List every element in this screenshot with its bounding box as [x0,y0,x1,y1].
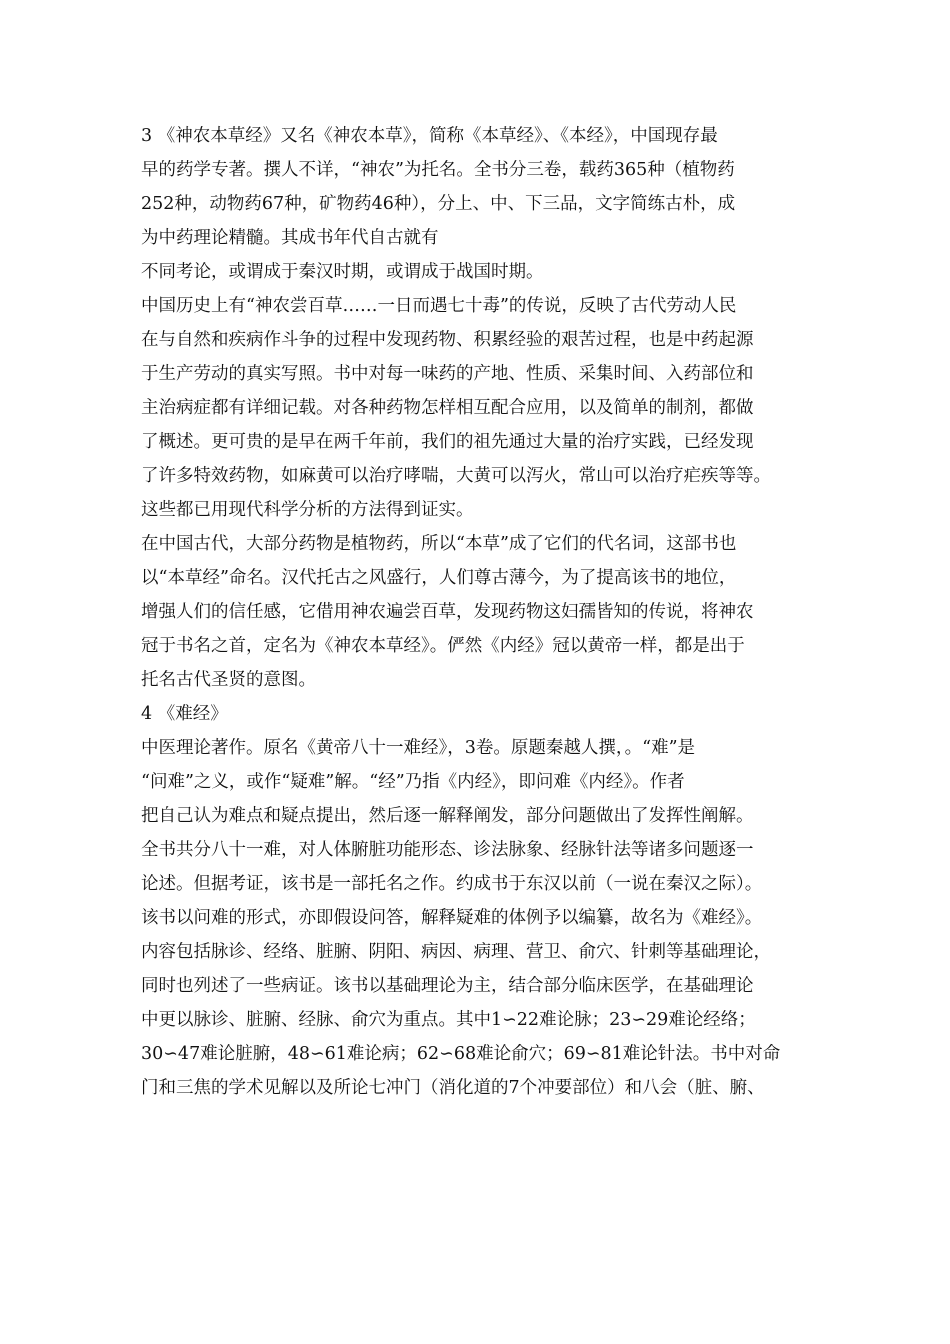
text-line: 252种，动物药67种，矿物药46种），分上、中、下三品，文字简练古朴，成 [141,194,736,214]
text-line: 中更以脉诊、脏腑、经脉、俞穴为重点。其中1∽22难论脉；23∽29难论经络； [141,1010,756,1030]
text-line: 该书以问难的形式，亦即假设问答，解释疑难的体例予以编纂，故名为《难经》。 [141,908,763,928]
text-line: 以“本草经”命名。汉代托古之风盛行，人们尊古薄今，为了提高该书的地位， [141,568,737,588]
text-line: 论述。但据考证，该书是一部托名之作。约成书于东汉以前（一说在秦汉之际）。 [141,874,763,894]
text-line: 于生产劳动的真实写照。书中对每一味药的产地、性质、采集时间、入药部位和 [141,364,754,384]
text-line: 了许多特效药物，如麻黄可以治疗哮喘，大黄可以泻火，常山可以治疗疟疾等等。 [141,466,771,486]
text-line: 门和三焦的学术见解以及所论七冲门（消化道的7个冲要部位）和八会（脏、腑、 [141,1078,765,1098]
text-line: 在与自然和疾病作斗争的过程中发现药物、积累经验的艰苦过程，也是中药起源 [141,330,754,350]
text-line: 增强人们的信任感，它借用神农遍尝百草，发现药物这妇孺皆知的传说，将神农 [141,602,754,622]
text-line: 全书共分八十一难，对人体腑脏功能形态、诊法脉象、经脉针法等诸多问题逐一 [141,840,754,860]
text-line: 这些都已用现代科学分析的方法得到证实。 [141,500,474,520]
text-line: 中国历史上有“神农尝百草……一日而遇七十毒”的传说，反映了古代劳动人民 [141,296,737,316]
text-line: 在中国古代，大部分药物是植物药，所以“本草”成了它们的代名词，这部书也 [141,534,737,554]
text-line: 不同考论，或谓成于秦汉时期，或谓成于战国时期。 [141,262,544,282]
text-line: 为中药理论精髓。其成书年代自古就有 [141,228,439,248]
text-line: 同时也列述了一些病证。该书以基础理论为主，结合部分临床医学，在基础理论 [141,976,754,996]
text-line: “问难”之义，或作“疑难”解。“经”乃指《内经》，即问难《内经》。作者 [141,772,685,792]
text-line: 冠于书名之首，定名为《神农本草经》。俨然《内经》冠以黄帝一样，都是出于 [141,636,745,656]
text-line: 早的药学专著。撰人不详，“神农”为托名。全书分三卷，载药365种（植物药 [141,160,735,180]
text-line: 30∽47难论脏腑，48∽61难论病；62∽68难论俞穴；69∽81难论针法。书中对命 [141,1044,781,1064]
text-line: 托名古代圣贤的意图。 [141,670,316,690]
text-line: 3 《神农本草经》又名《神农本草》，简称《本草经》、《本经》，中国现存最 [141,126,718,146]
document-body [141,119,831,1105]
text-line: 内容包括脉诊、经络、脏腑、阴阳、病因、病理、营卫、俞穴、针刺等基础理论， [141,942,771,962]
text-line: 主治病症都有详细记载。对各种药物怎样相互配合应用，以及简单的制剂，都做 [141,398,754,418]
text-line: 中医理论著作。原名《黄帝八十一难经》，3卷。原题秦越人撰，。“难”是 [141,738,696,758]
text-line: 了概述。更可贵的是早在两千年前，我们的祖先通过大量的治疗实践，已经发现 [141,432,754,452]
section-heading: 4 《难经》 [141,704,228,724]
text-line: 把自己认为难点和疑点提出，然后逐一解释阐发，部分问题做出了发挥性阐解。 [141,806,754,826]
